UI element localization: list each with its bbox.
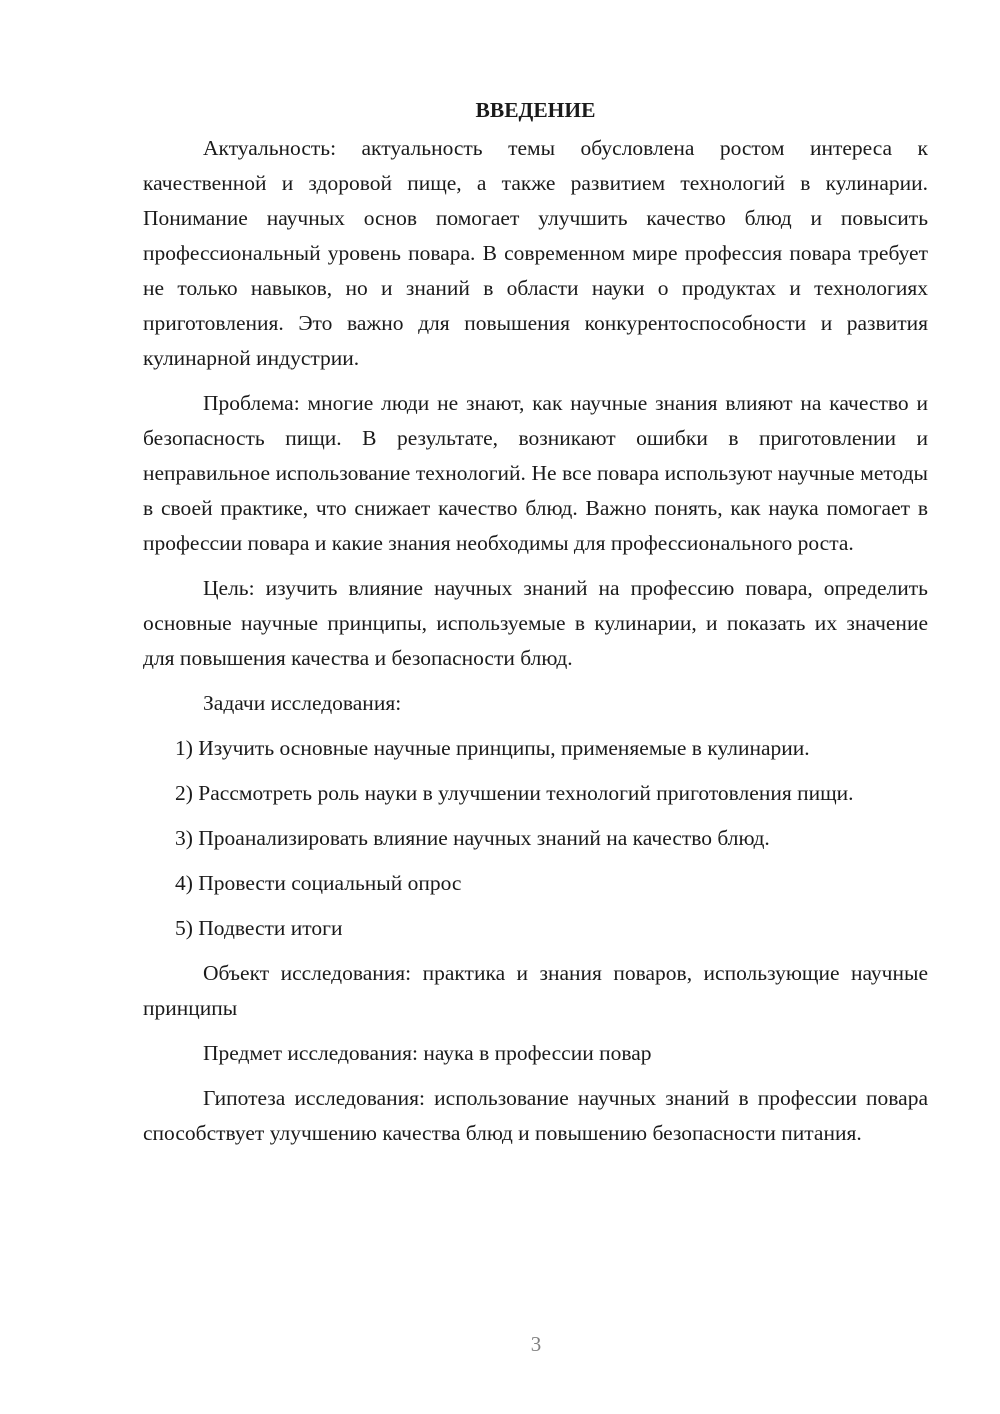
task-item-4: 4) Провести социальный опрос [175, 871, 462, 895]
task-item-3: 3) Проанализировать влияние научных знаний на качество блюд. [175, 826, 770, 850]
goal-paragraph: Цель: изучить влияние научных знаний на профессию повара, определить основные научные принципы, используемые в кулинарии, и показать их значение для повышения качества и безопасности блюд. [143, 576, 928, 670]
section-title: ВВЕДЕНИЕ [475, 98, 596, 122]
task-item-5: 5) Подвести итоги [175, 916, 343, 940]
task-item-2: 2) Рассмотреть роль науки в улучшении технологий приготовления пищи. [175, 781, 854, 805]
task-item-1: 1) Изучить основные научные принципы, применяемые в кулинарии. [175, 736, 810, 760]
tasks-list [143, 731, 928, 946]
tasks-heading: Задачи исследования: [203, 691, 402, 715]
subject-paragraph: Предмет исследования: наука в профессии повар [203, 1041, 652, 1065]
page-number: 3 [530, 1332, 542, 1356]
document-page [143, 92, 928, 1161]
hypothesis-paragraph: Гипотеза исследования: использование научных знаний в профессии повара способствует улучшению качества блюд и повышению безопасности питания. [143, 1086, 928, 1145]
relevance-paragraph: Актуальность: актуальность темы обусловлена ростом интереса к качественной и здоровой пище, а также развитием технологий в кулинарии. Понимание научных основ помогает улучшить качество блюд и повысить профессиональный уровень повара. В современном мире профессия повара требует не только навыков, но и знаний в области науки о продуктах и технологиях приготовления. Это важно для повышения конкурентоспособности и развития кулинарной индустрии. [143, 136, 928, 370]
object-paragraph: Объект исследования: практика и знания поваров, использующие научные принципы [143, 961, 928, 1020]
problem-paragraph: Проблема: многие люди не знают, как научные знания влияют на качество и безопасность пищи. В результате, возникают ошибки в приготовлении и неправильное использование технологий. Не все повара используют научные методы в своей практике, что снижает качество блюд. Важно понять, как наука помогает в профессии повара и какие знания необходимы для профессионального роста. [143, 391, 928, 555]
